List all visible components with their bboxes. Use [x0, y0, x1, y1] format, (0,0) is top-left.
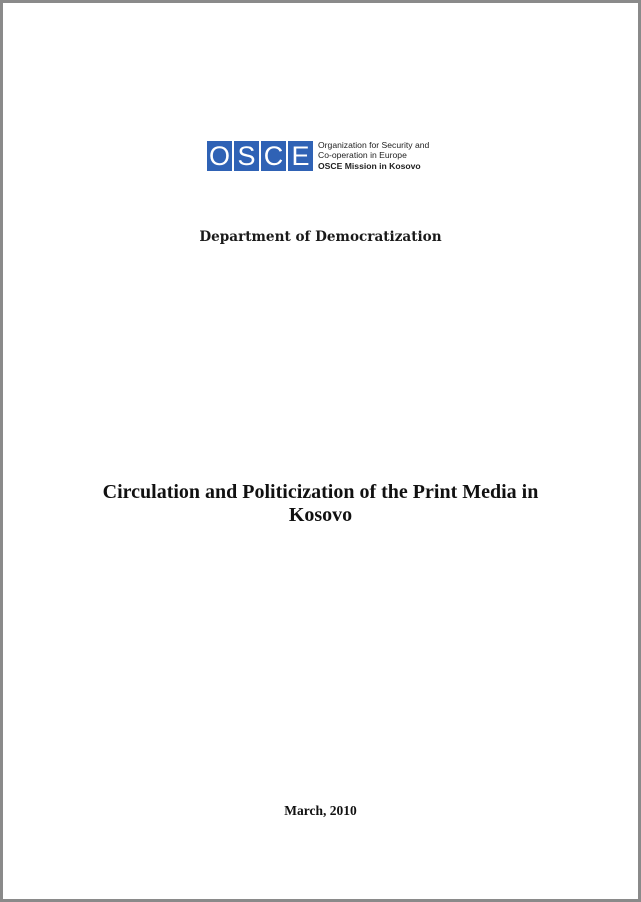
- publication-date: March, 2010: [284, 803, 357, 818]
- logo-caption-line-3: OSCE Mission in Kosovo: [318, 160, 421, 171]
- logo-letter-s: S: [234, 141, 259, 171]
- logo-letter-c: C: [261, 141, 286, 171]
- logo-letter-o: O: [208, 141, 230, 171]
- logo-caption-line-2: Co-operation in Europe: [318, 150, 407, 161]
- osce-logo: [207, 141, 429, 171]
- document-title-line-2: Kosovo: [288, 504, 353, 526]
- logo-caption: [318, 140, 429, 171]
- osce-logo-mark: [207, 141, 313, 171]
- logo-caption-line-1: Organization for Security and: [318, 140, 430, 150]
- logo-letter-e: E: [288, 141, 313, 171]
- document-title: [63, 481, 578, 527]
- document-title-line-1: Circulation and Politicization of the Print Media in: [102, 481, 539, 503]
- department-heading: Department of Democratization: [199, 229, 442, 245]
